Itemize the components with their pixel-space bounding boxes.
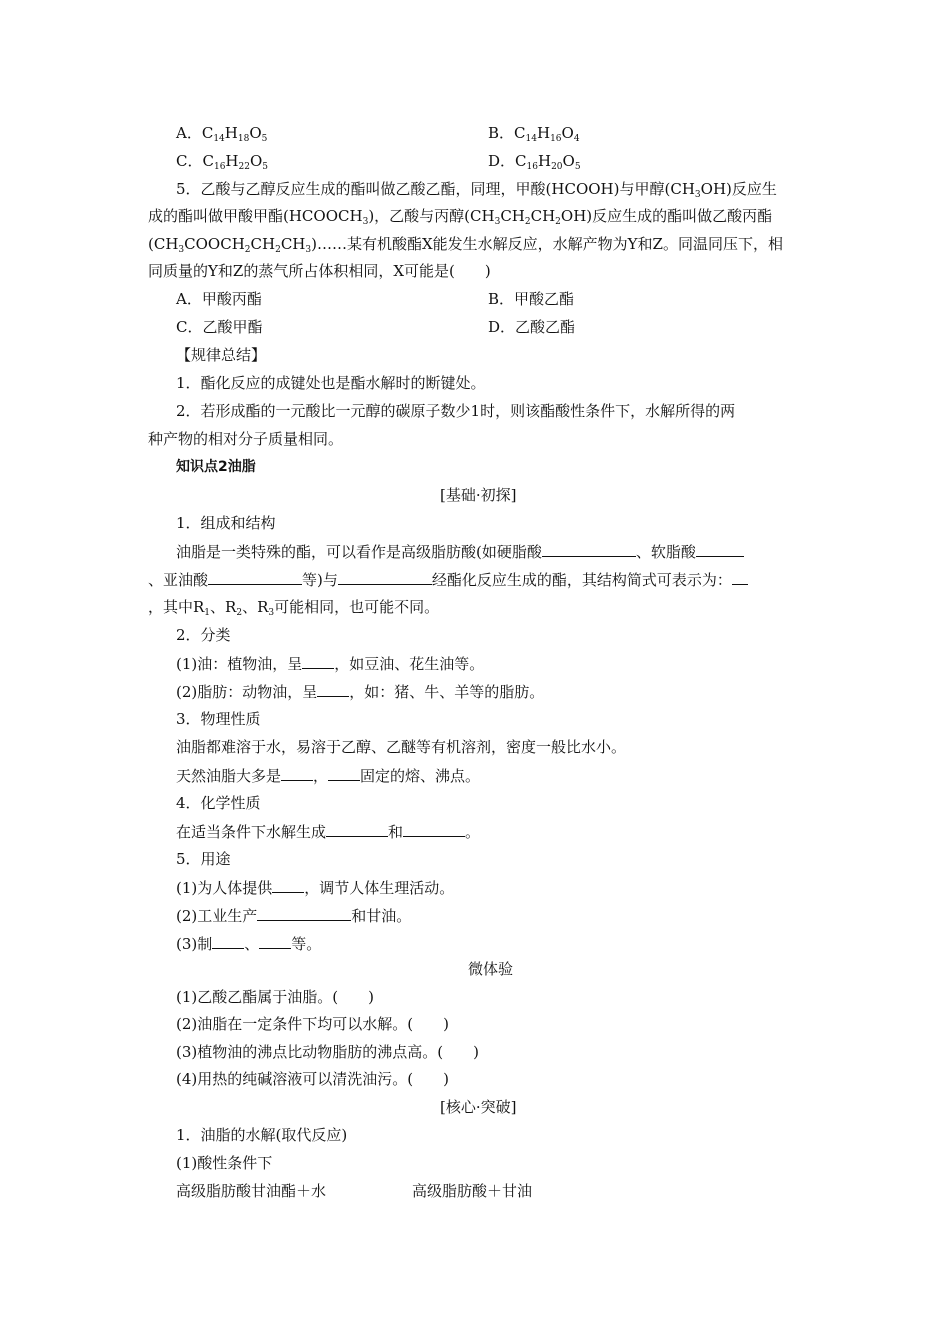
blank[interactable] xyxy=(338,570,432,585)
s4-title: 4．化学性质 xyxy=(176,794,261,812)
blank[interactable] xyxy=(326,822,388,837)
blank[interactable] xyxy=(272,878,304,893)
equation-right: 高级脂肪酸＋甘油 xyxy=(412,1182,533,1200)
summary-item-2-cont: 种产物的相对分子质量相同。 xyxy=(148,430,344,448)
summary-title: 【规律总结】 xyxy=(176,346,267,364)
q5-option-b: B．甲酸乙酯 xyxy=(488,290,575,308)
q4-option-a: A．$C_{14}H_{18}O_5$ xyxy=(176,124,268,144)
micro-item-1: (1)乙酸乙酯属于油脂。( ) xyxy=(176,988,374,1006)
blank[interactable] xyxy=(259,934,291,949)
s1-para-line-3: ，其中$R_1$、$R_2$、$R_3$可能相同，也可能不同。 xyxy=(148,598,440,618)
summary-item-1: 1．酯化反应的成键处也是酯水解时的断键处。 xyxy=(176,374,486,392)
s3-para-1: 油脂都难溶于水，易溶于乙醇、乙醚等有机溶剂，密度一般比水小。 xyxy=(176,738,627,756)
blank[interactable] xyxy=(542,542,636,557)
q5-option-d: D．乙酸乙酯 xyxy=(488,318,576,336)
q5-line-1: 5．乙酸与乙醇反应生成的酯叫做乙酸乙酯，同理，甲酸(HCOOH)与甲醇$(CH_3OH)$反应生 xyxy=(176,180,777,200)
micro-item-3: (3)植物油的沸点比动物脂肪的沸点高。( ) xyxy=(176,1043,479,1061)
blank[interactable] xyxy=(732,570,748,585)
q5-line-2: 成的酯叫做甲酸甲酯$(HCOOCH_3)$，乙酸与丙醇$(CH_3CH_2CH_2OH)$反应生成的酯叫做乙酸丙酯 xyxy=(148,207,773,227)
q5-option-c: C．乙酸甲酯 xyxy=(176,318,263,336)
core-breakthrough-label: [核心·突破] xyxy=(440,1098,517,1116)
q4-options-row-2 xyxy=(176,152,950,170)
q4-options-row-1 xyxy=(176,124,950,142)
s1-para-line-2: 、亚油酸 等)与 经酯化反应生成的酯，其结构简式可表示为： xyxy=(148,570,950,589)
hydrolysis-equation xyxy=(176,1182,950,1200)
q5-option-a: A．甲酸丙酯 xyxy=(176,290,262,308)
blank[interactable] xyxy=(317,682,349,697)
s5-item-2: (2)工业生产 和甘油。 xyxy=(176,907,412,925)
blank[interactable] xyxy=(403,822,465,837)
s4-para: 在适当条件下水解生成 和 。 xyxy=(176,823,481,841)
blank[interactable] xyxy=(257,906,351,921)
equation-left: 高级脂肪酸甘油酯＋水 xyxy=(176,1182,327,1200)
s2-title: 2．分类 xyxy=(176,626,231,644)
micro-item-4: (4)用热的纯碱溶液可以清洗油污。( ) xyxy=(176,1070,449,1088)
blank[interactable] xyxy=(208,570,302,585)
blank[interactable] xyxy=(281,766,313,781)
basic-explore-label: [基础·初探] xyxy=(440,486,517,504)
blank[interactable] xyxy=(212,934,244,949)
summary-item-2: 2．若形成酯的一元酸比一元醇的碳原子数少1时，则该酯酸性条件下，水解所得的两 xyxy=(176,402,736,420)
blank[interactable] xyxy=(328,766,360,781)
core-item-1-title: 1．油脂的水解(取代反应) xyxy=(176,1126,348,1144)
s3-para-2: 天然油脂大多是 ， 固定的熔、沸点。 xyxy=(176,767,481,785)
core-item-1-sub: (1)酸性条件下 xyxy=(176,1154,273,1172)
s5-title: 5．用途 xyxy=(176,850,231,868)
q5-line-3: $(CH_3COOCH_2CH_2CH_3)\dots\dots$某有机酸酯X能发生水解反应，水解产物为Y和Z。同温同压下，相 xyxy=(148,235,783,255)
s1-title: 1．组成和结构 xyxy=(176,514,276,532)
q5-line-4: 同质量的Y和Z的蒸气所占体积相同，X可能是( ) xyxy=(148,262,491,280)
s3-title: 3．物理性质 xyxy=(176,710,261,728)
s5-item-3: (3)制 、 等。 xyxy=(176,935,322,953)
q4-option-d: D．$C_{16}H_{20}O_5$ xyxy=(488,152,581,172)
s2-item-2: (2)脂肪：动物油，呈 ，如：猪、牛、羊等的脂肪。 xyxy=(176,683,545,701)
q4-option-c: C．$C_{16}H_{22}O_5$ xyxy=(176,152,269,172)
s1-para-line-1: 油脂是一类特殊的酯，可以看作是高级脂肪酸(如硬脂酸 、软脂酸 xyxy=(176,542,950,561)
s5-item-1: (1)为人体提供 ，调节人体生理活动。 xyxy=(176,879,455,897)
micro-item-2: (2)油脂在一定条件下均可以水解。( ) xyxy=(176,1015,449,1033)
q4-option-b: B．$C_{14}H_{16}O_4$ xyxy=(488,124,580,144)
q5-options-row-2 xyxy=(176,318,950,336)
s2-item-1: (1)油：植物油，呈 ，如豆油、花生油等。 xyxy=(176,655,485,673)
q5-options-row-1 xyxy=(176,290,950,308)
blank[interactable] xyxy=(696,542,744,557)
micro-experience-label: 微体验 xyxy=(468,960,514,978)
blank[interactable] xyxy=(302,654,334,669)
section-heading: 知识点2油脂 xyxy=(176,459,256,475)
